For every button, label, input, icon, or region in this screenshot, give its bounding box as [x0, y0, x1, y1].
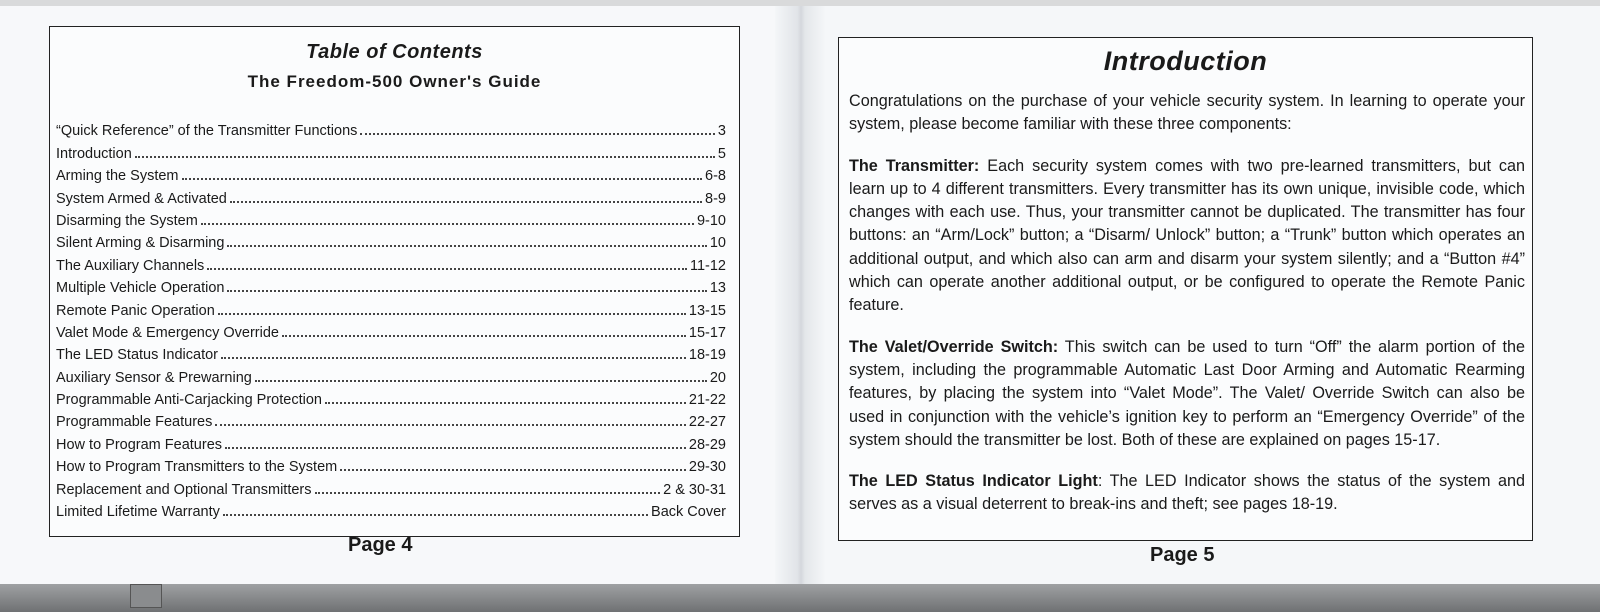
toc-entry	[56, 207, 726, 229]
intro-paragraph	[849, 470, 1525, 517]
toc-entry-label: Silent Arming & Disarming	[56, 235, 225, 252]
toc-entry-page: 22-27	[688, 414, 726, 431]
table-of-contents-box	[49, 26, 740, 537]
toc-leader-dots	[282, 329, 686, 337]
toc-leader-dots	[360, 127, 715, 135]
paragraph-heading: The LED Status Indicator Light	[849, 472, 1098, 491]
book-gutter	[775, 6, 825, 591]
paragraph-text: This switch can be used to turn “Off” the alarm portion of the system, including the programmable Automatic Last Door Arming and Automatic Rearming features, by placing the system into “Valet Mode”. The Valet/ Override Switch can also be used in conjunction with the vehicle’s ignition key to perform an “Emergency Override” of the system should the transmitter be lost. Both of these are explained on pages 15-17.	[849, 337, 1525, 449]
toc-entry	[56, 430, 726, 452]
toc-leader-dots	[255, 374, 707, 382]
intro-paragraph	[849, 90, 1525, 137]
page-number-right: Page 5	[1150, 544, 1215, 566]
toc-entry-label: Programmable Features	[56, 414, 213, 431]
toc-leader-dots	[215, 418, 686, 426]
toc-entry-page: 15-17	[688, 324, 726, 341]
toc-subtitle: The Freedom-500 Owner's Guide	[247, 72, 542, 91]
toc-leader-dots	[340, 463, 686, 471]
intro-paragraph	[849, 155, 1525, 318]
toc-leader-dots	[221, 351, 686, 359]
toc-entry-page: 2 & 30-31	[663, 481, 726, 498]
toc-entry-page: 5	[717, 145, 726, 162]
toc-entry-label: The Auxiliary Channels	[56, 257, 205, 274]
toc-entry-label: “Quick Reference” of the Transmitter Functions	[56, 123, 358, 140]
toc-leader-dots	[135, 150, 715, 158]
introduction-box	[838, 37, 1533, 541]
toc-leader-dots	[207, 262, 687, 270]
toc-entry-page: 13-15	[688, 302, 726, 319]
toc-entry	[56, 251, 726, 273]
toc-leader-dots	[223, 508, 648, 516]
toc-entry-label: Remote Panic Operation	[56, 302, 215, 319]
toc-leader-dots	[227, 284, 706, 292]
paragraph-heading: The Valet/Override Switch:	[849, 337, 1059, 356]
toc-entry-page: 13	[709, 280, 726, 297]
toc-entry	[56, 386, 726, 408]
toc-entry-page: 28-29	[688, 436, 726, 453]
toc-leader-dots	[227, 239, 706, 247]
intro-title: Introduction	[1103, 46, 1268, 76]
toc-entry-page: 20	[709, 369, 726, 386]
toc-entry-page: 8-9	[705, 190, 726, 207]
toc-entry-page: 29-30	[688, 459, 726, 476]
toc-entry	[56, 453, 726, 475]
toc-entry-page: 21-22	[688, 392, 726, 409]
toc-entry	[56, 296, 726, 318]
toc-entry-label: How to Program Transmitters to the System	[56, 459, 338, 476]
paragraph-text: Congratulations on the purchase of your vehicle security system. In learning to operate your system, please become familiar with these three components:	[849, 92, 1525, 134]
toc-entry	[56, 139, 726, 161]
toc-entry	[56, 184, 726, 206]
toc-entry-label: The LED Status Indicator	[56, 347, 218, 364]
toc-entry	[56, 274, 726, 296]
paragraph-text: Each security system comes with two pre-learned transmitters, but can learn up to 4 different transmitters. Every transmitter has its own unique, invisible code, which changes with each use. Thus, your transmitter cannot be duplicated. The transmitter has four buttons: an “Arm/Lock” button; a “Disarm/ Unlock” button; a “Trunk” button which operates an additional output, and which also can arm and disarm your system silently; and a “Button #4” which can operate another additional output, or be configured to operate the Remote Panic feature.	[849, 156, 1526, 315]
toc-entry-page: 9-10	[696, 212, 726, 229]
toc-leader-dots	[230, 195, 702, 203]
toc-entry-label: System Armed & Activated	[56, 190, 227, 207]
toc-leader-dots	[225, 441, 686, 449]
toc-entry-page: 18-19	[688, 347, 726, 364]
toc-entry	[56, 498, 726, 520]
intro-body	[849, 90, 1525, 535]
toc-leader-dots	[218, 307, 686, 315]
toc-entry-label: Auxiliary Sensor & Prewarning	[56, 369, 252, 386]
toc-entry	[56, 363, 726, 385]
toc-entry	[56, 117, 726, 139]
toc-entry-label: Valet Mode & Emergency Override	[56, 324, 279, 341]
toc-entry-page: 10	[709, 235, 726, 252]
toc-leader-dots	[182, 172, 703, 180]
toc-entry	[56, 341, 726, 363]
scanner-edge	[0, 584, 1600, 612]
toc-entry-label: How to Program Features	[56, 436, 223, 453]
right-page	[800, 6, 1600, 591]
scanner-clip	[130, 584, 162, 608]
toc-entry-page: Back Cover	[651, 504, 726, 521]
toc-leader-dots	[325, 396, 686, 404]
toc-title: Table of Contents	[306, 41, 483, 63]
toc-entry-page: 11-12	[689, 257, 726, 274]
toc-entry	[56, 408, 726, 430]
intro-paragraph	[849, 336, 1525, 452]
toc-entry	[56, 475, 726, 497]
page-number-left: Page 4	[348, 534, 413, 556]
toc-entry-label: Multiple Vehicle Operation	[56, 280, 225, 297]
toc-entry-page: 3	[717, 123, 726, 140]
left-page	[0, 6, 800, 591]
toc-entry-label: Introduction	[56, 145, 132, 162]
toc-list	[56, 117, 726, 520]
toc-entry	[56, 229, 726, 251]
toc-entry-label: Disarming the System	[56, 212, 198, 229]
booklet-spread	[0, 6, 1600, 591]
toc-entry-label: Replacement and Optional Transmitters	[56, 481, 312, 498]
toc-entry-label: Arming the System	[56, 168, 179, 185]
toc-entry-label: Limited Lifetime Warranty	[56, 504, 220, 521]
toc-entry-page: 6-8	[705, 168, 726, 185]
toc-leader-dots	[201, 217, 694, 225]
toc-leader-dots	[315, 486, 661, 494]
toc-entry	[56, 319, 726, 341]
paragraph-heading: The Transmitter:	[849, 156, 980, 175]
toc-entry	[56, 162, 726, 184]
toc-entry-label: Programmable Anti-Carjacking Protection	[56, 392, 322, 409]
paragraph-text: : The LED Indicator shows the status of the system and serves as a visual deterrent to break-ins and theft; see pages 18-19.	[849, 472, 1526, 514]
